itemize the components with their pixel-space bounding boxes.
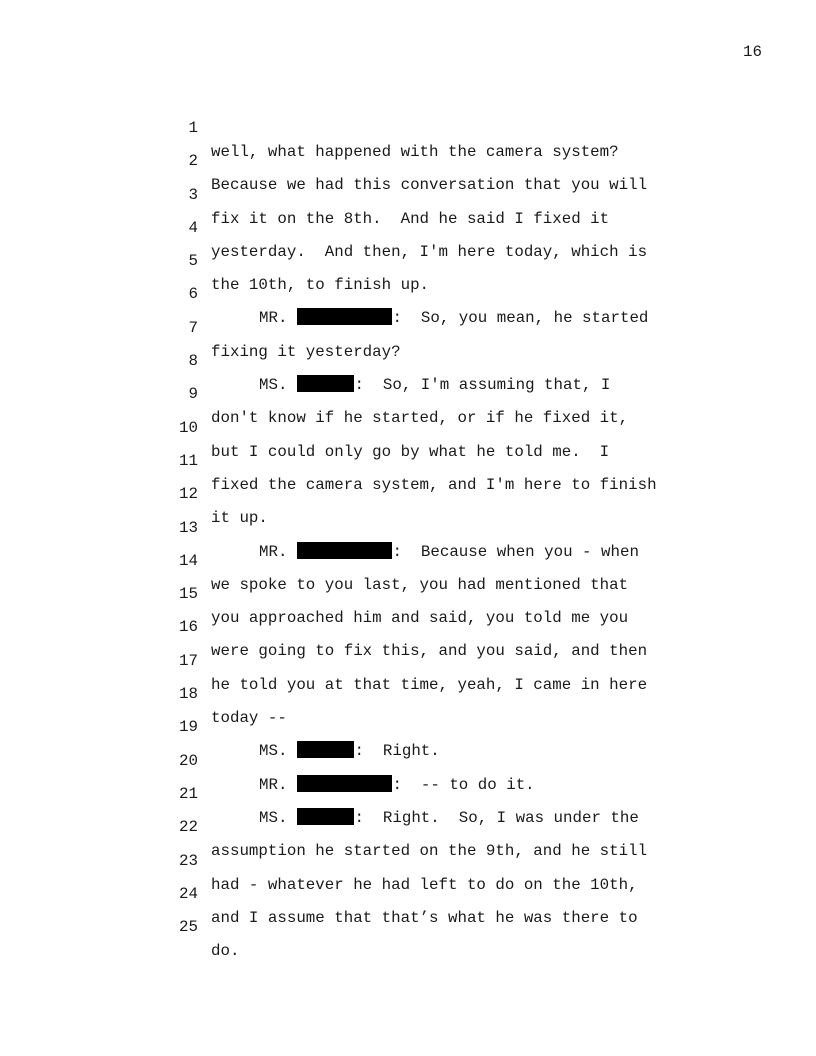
line-number: 12 <box>179 485 198 504</box>
transcript-line <box>0 92 816 161</box>
transcript-line <box>0 159 816 228</box>
line-text: the 10th, to finish up. <box>211 276 430 295</box>
line-number: 4 <box>188 218 198 237</box>
speaker-statement: : Right. So, I was under the <box>354 808 639 827</box>
line-number: 8 <box>188 352 198 371</box>
line-number: 22 <box>179 818 198 837</box>
line-number: 23 <box>179 851 198 870</box>
transcript-line <box>0 292 816 361</box>
line-text: we spoke to you last, you had mentioned that <box>211 575 629 594</box>
line-number: 21 <box>179 784 198 803</box>
line-number: 18 <box>179 685 198 704</box>
line-number: 3 <box>188 185 198 204</box>
line-text: assumption he started on the 9th, and he still <box>211 842 648 861</box>
line-text: you approached him and said, you told me you <box>211 609 629 628</box>
line-number: 10 <box>179 418 198 437</box>
line-text: yesterday. And then, I'm here today, which is <box>211 242 648 261</box>
line-number: 24 <box>179 884 198 903</box>
line-text: had - whatever he had left to do on the 10th, <box>211 875 638 894</box>
speaker-title: MR. <box>259 542 288 561</box>
line-number: 1 <box>188 119 198 137</box>
line-number: 5 <box>188 252 198 271</box>
speaker-statement: : So, I'm assuming that, I <box>354 376 611 395</box>
line-number: 7 <box>188 318 198 337</box>
line-text: do. <box>211 942 240 961</box>
line-number: 15 <box>179 585 198 604</box>
line-number: 19 <box>179 718 198 737</box>
transcript-line <box>0 325 816 395</box>
transcript-line <box>0 758 816 827</box>
line-text: Because we had this conversation that you will <box>211 176 648 195</box>
line-text: don't know if he started, or if he fixed it, <box>211 409 629 428</box>
transcript-line <box>0 891 816 961</box>
speaker-statement: : So, you mean, he started <box>392 309 649 328</box>
speaker-title: MS. <box>259 376 288 395</box>
transcript-line <box>0 225 816 295</box>
transcript-line <box>0 625 816 694</box>
line-text: well, what happened with the camera system? <box>211 143 619 161</box>
line-number: 13 <box>179 518 198 537</box>
transcript-line <box>0 525 816 594</box>
transcript-line <box>0 425 816 494</box>
line-text: he told you at that time, yeah, I came in here <box>211 675 648 694</box>
line-number: 20 <box>179 751 198 770</box>
line-text: today -- <box>211 709 287 728</box>
speaker-statement: : -- to do it. <box>392 775 535 794</box>
page-number: 16 <box>743 43 762 61</box>
transcript-line <box>0 192 816 261</box>
line-text: but I could only go by what he told me. I <box>211 442 610 461</box>
line-number: 11 <box>179 451 198 470</box>
line-text: it up. <box>211 509 268 528</box>
transcript-line <box>0 125 816 195</box>
transcript-line <box>0 858 816 927</box>
line-text: were going to fix this, and you said, and then <box>211 642 648 661</box>
line-number: 17 <box>179 651 198 670</box>
line-number: 25 <box>179 918 198 937</box>
transcript-line <box>0 258 816 328</box>
speaker-title: MR. <box>259 775 288 794</box>
line-text: and I assume that that’s what he was there to <box>211 908 638 927</box>
line-text: fixing it yesterday? <box>211 342 401 361</box>
speaker-title: MS. <box>259 742 288 761</box>
speaker-title: MR. <box>259 309 288 328</box>
line-number: 6 <box>188 285 198 304</box>
line-number: 9 <box>188 385 198 404</box>
line-number: 2 <box>188 152 198 171</box>
line-number: 16 <box>179 618 198 637</box>
speaker-statement: : Because when you - when <box>392 542 639 561</box>
line-number: 14 <box>179 551 198 570</box>
line-text: fix it on the 8th. And he said I fixed it <box>211 209 610 228</box>
line-text: fixed the camera system, and I'm here to finish <box>211 475 657 494</box>
speaker-title: MS. <box>259 808 288 827</box>
speaker-statement: : Right. <box>354 742 440 761</box>
transcript-body <box>0 92 816 961</box>
